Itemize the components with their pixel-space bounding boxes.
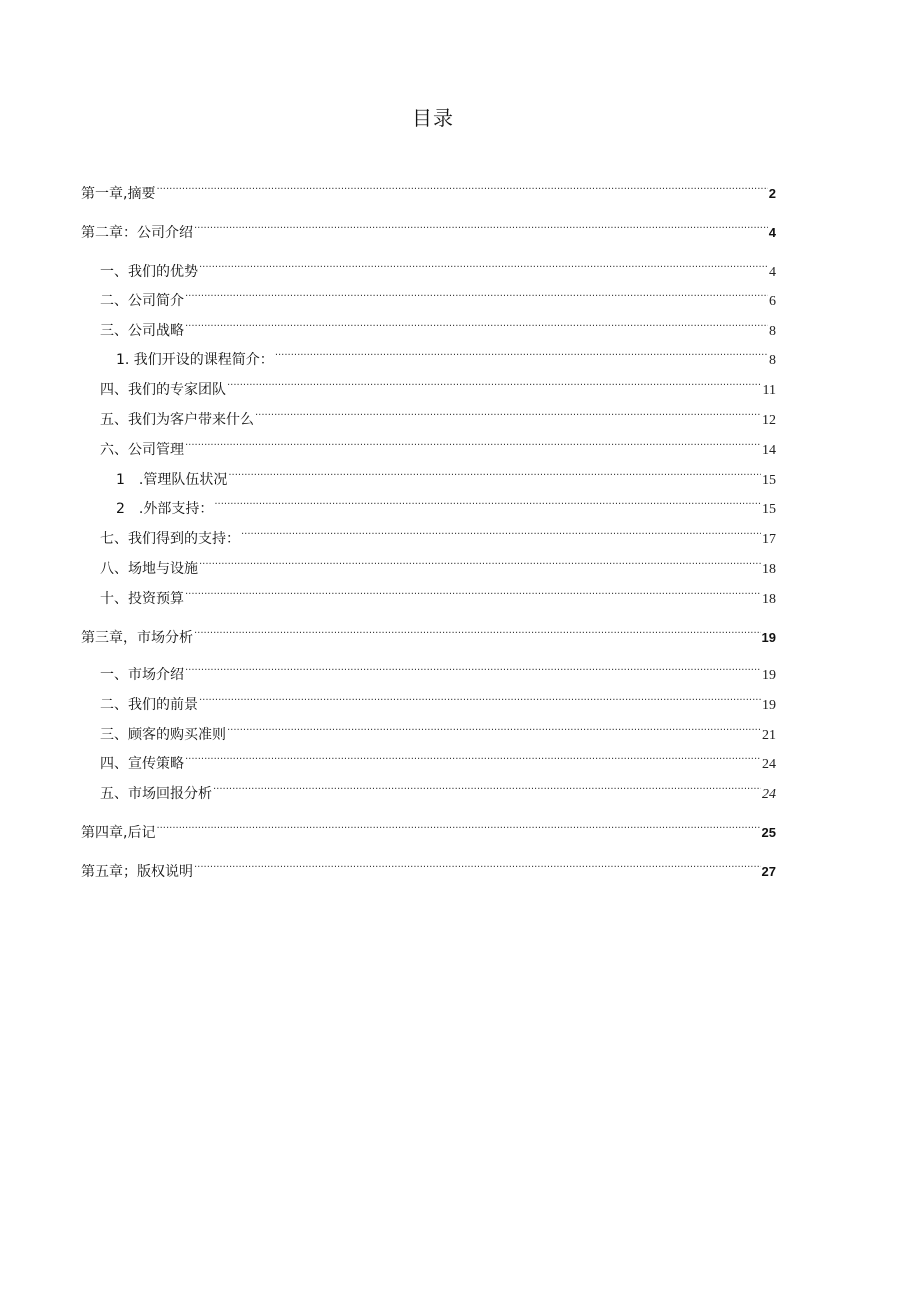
toc-entry-page: 8 (769, 324, 776, 339)
toc-title: 目录 (412, 106, 454, 130)
toc-entry[interactable] (100, 372, 776, 398)
dot-leader (185, 581, 761, 603)
dot-leader (214, 491, 761, 513)
toc-entry[interactable] (116, 491, 776, 517)
toc-entry-page: 17 (762, 532, 776, 547)
toc-entry-page: 19 (762, 668, 776, 683)
toc-entry-label: 四、我们的专家团队 (100, 382, 226, 398)
toc-entry-page: 11 (762, 383, 776, 398)
toc-entry-label: 一、市场介绍 (100, 667, 184, 683)
dot-leader (228, 462, 761, 484)
toc-entry-label: 十、投资预算 (100, 591, 184, 607)
toc-entry[interactable] (116, 462, 776, 488)
toc-entry[interactable] (100, 687, 776, 713)
toc-entry-page: 25 (761, 825, 776, 840)
dot-leader (199, 254, 768, 276)
toc-entry-page: 27 (761, 864, 776, 879)
toc-entry-page: 19 (762, 698, 776, 713)
toc-entry-page: 19 (761, 630, 776, 645)
toc-entry-page: 18 (762, 562, 776, 577)
toc-entry[interactable] (100, 254, 776, 280)
toc-entry-label: 七、我们得到的支持： (100, 531, 240, 547)
toc-entry-label: 六、公司管理 (100, 442, 184, 458)
toc-entry-page: 15 (762, 473, 776, 488)
toc-entry[interactable] (100, 283, 776, 309)
toc-entry[interactable] (81, 854, 776, 880)
toc-entry-label: 第一章,摘要 (81, 186, 156, 202)
toc-entry-page: 2 (768, 186, 776, 201)
dot-leader (156, 176, 767, 198)
toc-entry-label: 二、公司简介 (100, 293, 184, 309)
toc-entry-label: 五、市场回报分析 (100, 786, 212, 802)
toc-entry-label: 五、我们为客户带来什么 (100, 412, 254, 428)
toc-entry-label: 2 .外部支持： (116, 501, 214, 517)
toc-entry[interactable] (100, 717, 776, 743)
dot-leader (185, 283, 768, 305)
dot-leader (185, 432, 761, 454)
toc-entry-label: 三、顾客的购买准则 (100, 727, 226, 743)
toc-entry-label: 第二章：公司介绍 (81, 225, 193, 241)
toc-entry[interactable] (100, 432, 776, 458)
dot-leader (255, 402, 761, 424)
toc-entry-page: 12 (762, 413, 776, 428)
dot-leader (227, 717, 761, 739)
toc-entry-page: 18 (762, 592, 776, 607)
toc-entry-label: 第四章,后记 (81, 825, 156, 841)
toc-entry[interactable] (116, 342, 776, 368)
toc-entry-page: 15 (762, 502, 776, 517)
dot-leader (194, 215, 768, 237)
toc-entry-label: 1. 我们开设的课程简介： (116, 352, 274, 368)
toc-entry[interactable] (100, 402, 776, 428)
toc-entry-page: 24 (762, 757, 776, 772)
dot-leader (185, 313, 768, 335)
dot-leader (199, 687, 761, 709)
toc-entry[interactable] (81, 176, 776, 202)
dot-leader (213, 776, 761, 798)
toc-entry[interactable] (100, 657, 776, 683)
toc-entry-label: 三、公司战略 (100, 323, 184, 339)
toc-entry-label: 四、宣传策略 (100, 756, 184, 772)
toc-entry[interactable] (100, 746, 776, 772)
toc-entry-page: 4 (769, 265, 776, 280)
toc-entry[interactable] (100, 521, 776, 547)
toc-entry-page: 24 (762, 787, 776, 802)
toc-entry-label: 第三章，市场分析 (81, 630, 193, 646)
toc-entry[interactable] (81, 215, 776, 241)
dot-leader (185, 657, 761, 679)
toc-entry-page: 8 (769, 353, 776, 368)
dot-leader (194, 854, 761, 876)
toc-entry-page: 4 (768, 225, 776, 240)
toc-entry[interactable] (100, 776, 776, 802)
dot-leader (227, 372, 762, 394)
toc-entry-label: 八、场地与设施 (100, 561, 198, 577)
toc-entry-page: 6 (769, 294, 776, 309)
toc-entry-page: 21 (762, 728, 776, 743)
toc-entry-label: 二、我们的前景 (100, 697, 198, 713)
toc-entry-label: 第五章；版权说明 (81, 864, 193, 880)
toc-entry[interactable] (100, 581, 776, 607)
dot-leader (199, 551, 761, 573)
dot-leader (241, 521, 761, 543)
toc-entry-label: 1 .管理队伍状况 (116, 472, 228, 488)
toc-entry[interactable] (81, 815, 776, 841)
toc-entry[interactable] (100, 313, 776, 339)
dot-leader (275, 342, 768, 364)
toc-entry[interactable] (81, 620, 776, 646)
toc-entry[interactable] (100, 551, 776, 577)
toc-entry-label: 一、我们的优势 (100, 264, 198, 280)
dot-leader (156, 815, 760, 837)
dot-leader (185, 746, 761, 768)
toc-entry-page: 14 (762, 443, 776, 458)
dot-leader (194, 620, 761, 642)
